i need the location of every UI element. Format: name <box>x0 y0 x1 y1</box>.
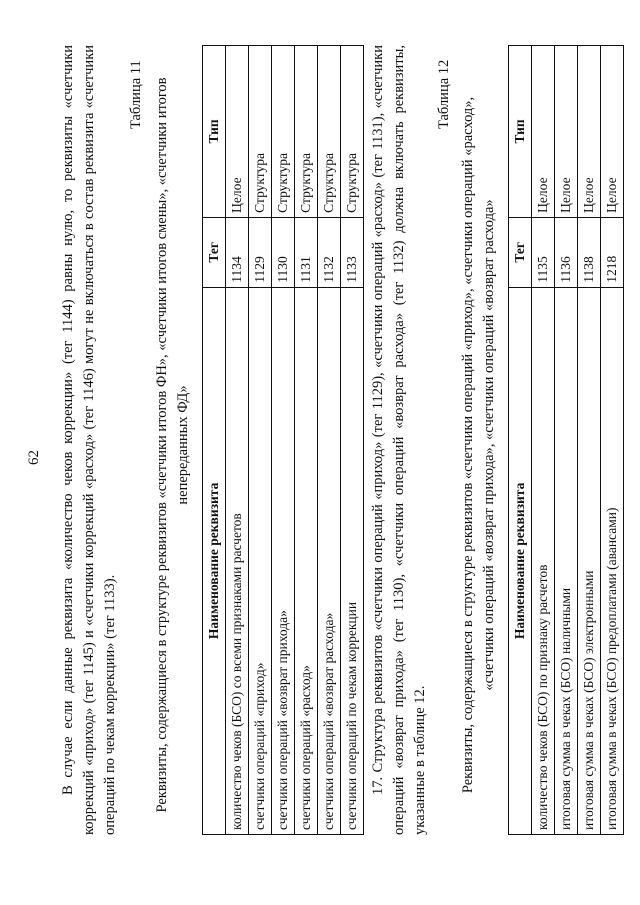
col-header-name: Наименование реквизита <box>203 287 226 834</box>
cell-type: Целое <box>578 46 601 218</box>
col-header-type: Тип <box>509 46 532 218</box>
cell-type: Целое <box>532 46 555 218</box>
cell-name: итоговая сумма в чеках (БСО) предоплатами (авансами) <box>601 287 624 834</box>
cell-tag: 1218 <box>601 217 624 287</box>
table-row <box>226 46 249 835</box>
paragraph-17: 17. Структура реквизитов «счетчики операций «приход» (тег 1129), «счетчики операций «расход» (тег 1131), «счетчики операций «возврат прихода» (тег 1130), «счетчики операций «возврат расхода» (тег 1132) должна включать реквизиты, указанные в таблице 12. <box>370 45 428 835</box>
cell-name: количество чеков (БСО) со всеми признаками расчетов <box>226 287 249 834</box>
cell-tag: 1132 <box>318 217 341 287</box>
table11-heading: Реквизиты, содержащиеся в структуре реквизитов «счетчики итогов ФН», «счетчики итогов смены», «счетчики итогов непереданных ФД» <box>154 77 191 813</box>
table-row <box>578 46 601 835</box>
cell-type: Структура <box>272 46 295 218</box>
table-12 <box>508 45 624 835</box>
intro-paragraph: В случае если данные реквизита «количество чеков коррекции» (тег 1144) равны нулю, то реквизиты «счетчики коррекций «приход» (тег 1145) и «счетчики коррекций «расход» (тег 1146) могут не включаться в состав реквизита «счетчики операций по чекам коррекции» (тег 1133). <box>60 45 118 835</box>
cell-tag: 1131 <box>295 217 318 287</box>
cell-name: счетчики операций «возврат прихода» <box>272 287 295 834</box>
table-row <box>555 46 578 835</box>
table-row <box>341 46 364 835</box>
col-header-type: Тип <box>203 46 226 218</box>
cell-type: Целое <box>601 46 624 218</box>
table-header-row <box>509 46 532 835</box>
cell-tag: 1129 <box>249 217 272 287</box>
cell-name: итоговая сумма в чеках (БСО) электронными <box>578 287 601 834</box>
cell-name: количество чеков (БСО) по признаку расчетов <box>532 287 555 834</box>
cell-type: Структура <box>295 46 318 218</box>
cell-type: Целое <box>226 46 249 218</box>
col-header-tag: Тег <box>509 217 532 287</box>
cell-name: счетчики операций «расход» <box>295 287 318 834</box>
cell-name: итоговая сумма в чеках (БСО) наличными <box>555 287 578 834</box>
cell-tag: 1130 <box>272 217 295 287</box>
cell-name: счетчики операций «приход» <box>249 287 272 834</box>
cell-type: Структура <box>249 46 272 218</box>
table-11 <box>202 45 364 835</box>
page-number: 62 <box>26 450 42 465</box>
table12-heading: Реквизиты, содержащиеся в структуре реквизитов «счетчики операций «приход», «счетчики операций «расход», «счетчики операций «возврат прихода», «счетчики операций «возврат расхода» <box>460 96 497 794</box>
col-header-name: Наименование реквизита <box>509 287 532 834</box>
table12-label: Таблица 12 <box>436 59 452 129</box>
cell-tag: 1133 <box>341 217 364 287</box>
col-header-tag: Тег <box>203 217 226 287</box>
table-row <box>318 46 341 835</box>
cell-type: Структура <box>318 46 341 218</box>
table-header-row <box>203 46 226 835</box>
table-row <box>272 46 295 835</box>
table-row <box>295 46 318 835</box>
cell-type: Структура <box>341 46 364 218</box>
table11-label: Таблица 11 <box>128 60 144 129</box>
cell-tag: 1138 <box>578 217 601 287</box>
cell-tag: 1135 <box>532 217 555 287</box>
table-row <box>249 46 272 835</box>
cell-tag: 1136 <box>555 217 578 287</box>
table-row <box>601 46 624 835</box>
table-row <box>532 46 555 835</box>
cell-name: счетчики операций «возврат расхода» <box>318 287 341 834</box>
cell-tag: 1134 <box>226 217 249 287</box>
cell-type: Целое <box>555 46 578 218</box>
cell-name: счетчики операций по чекам коррекции <box>341 287 364 834</box>
